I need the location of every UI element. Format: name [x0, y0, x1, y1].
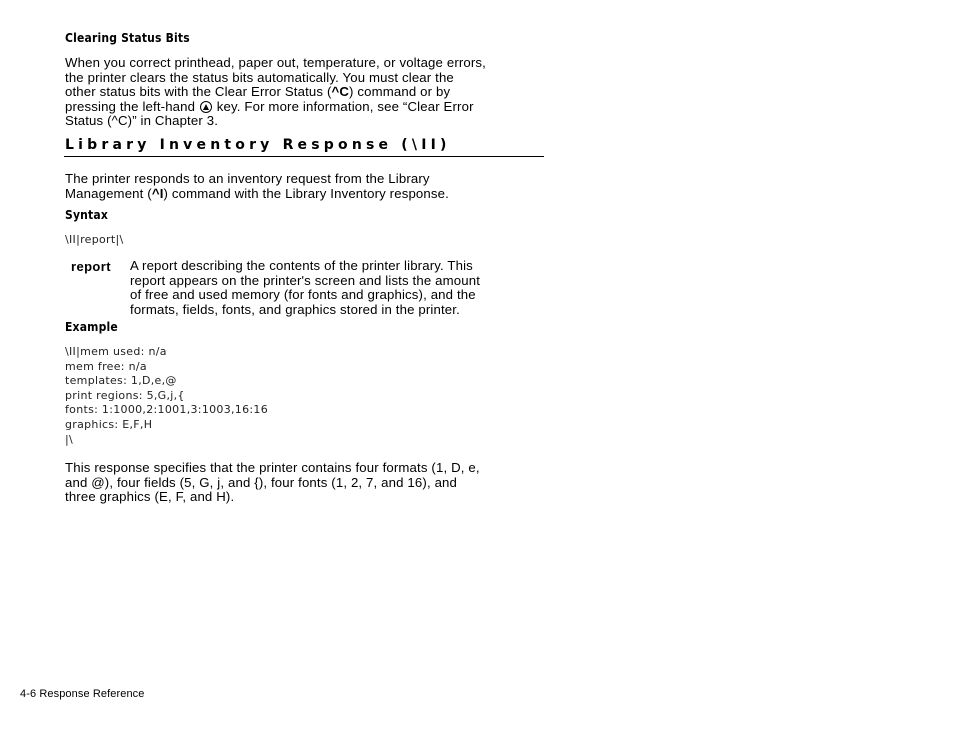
text-line: and @), four fields (5, G, j, and {), four fonts (1, 2, 7, and 16), and [65, 474, 458, 490]
section-divider [64, 156, 544, 157]
text-line: report appears on the printer's screen and lists the amount [130, 272, 481, 288]
text-line: of free and used memory (for fonts and graphics), and the [130, 287, 476, 302]
clearing-status-heading: Clearing Status Bits [65, 31, 190, 45]
text-line: Status (^C)” in Chapter 3. [65, 113, 219, 128]
code-line: fonts: 1:1000,2:1001,3:1003,16:16 [65, 403, 269, 417]
text-line: Management (^I) command with the Library Inventory response. [65, 185, 449, 201]
code-line: |\ [65, 432, 74, 446]
text-line: pressing the left-hand key. For more information, see “Clear Error [65, 98, 474, 114]
clearing-status-paragraph [65, 56, 545, 129]
text-line: formats, fields, fonts, and graphics stored in the printer. [130, 301, 460, 317]
text-line: three graphics (E, F, and H). [65, 489, 235, 504]
clear-error-command: ^C [331, 84, 350, 99]
library-management-command: ^I [151, 185, 164, 201]
code-line: \II|mem used: n/a [65, 345, 167, 358]
example-code [65, 345, 268, 447]
text-line: The printer responds to an inventory request from the Library [65, 171, 430, 186]
param-description [130, 259, 550, 317]
text-line: other status bits with the Clear Error Status (^C) command or by [65, 84, 451, 99]
code-line: mem free: n/a [65, 359, 147, 373]
text-line: This response specifies that the printer contains four formats (1, D, e, [65, 460, 480, 475]
text-line: When you correct printhead, paper out, temperature, or voltage errors, [65, 55, 486, 70]
example-heading: Example [65, 320, 118, 334]
section-title: Library Inventory Response (\II) [65, 137, 451, 153]
code-line: graphics: E,F,H [65, 417, 153, 431]
code-line: \II|report|\ [65, 233, 124, 246]
summary-paragraph [65, 461, 545, 505]
code-line: templates: 1,D,e,@ [65, 374, 177, 388]
intro-paragraph [65, 172, 545, 201]
up-arrow-button-icon [200, 101, 212, 113]
page-footer: 4-6 Response Reference [20, 688, 145, 700]
param-term: report [71, 259, 111, 274]
code-line: print regions: 5,G,j,{ [65, 388, 185, 402]
syntax-code [65, 233, 124, 248]
text-line: A report describing the contents of the printer library. This [130, 258, 473, 273]
text-line: the printer clears the status bits automatically. You must clear the [65, 69, 454, 85]
syntax-heading: Syntax [65, 208, 109, 222]
